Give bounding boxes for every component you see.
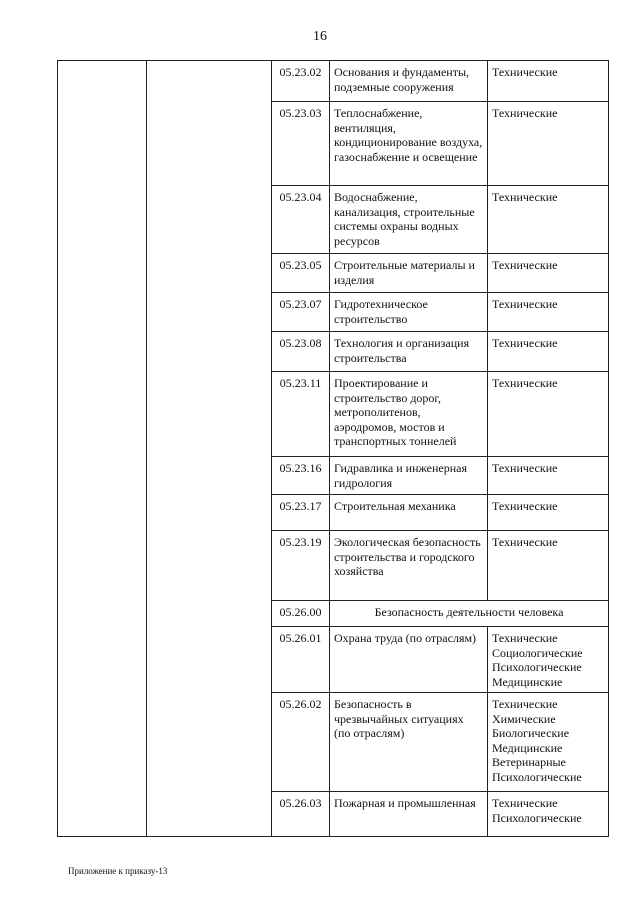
specialty-name: Технология и организация строительства — [330, 332, 488, 372]
document-footer: Приложение к приказу-13 — [68, 866, 168, 876]
science-branches: Технические — [488, 372, 609, 457]
specialty-name: Строительная механика — [330, 495, 488, 531]
science-branches: Технические — [488, 102, 609, 186]
specialty-code: 05.23.16 — [272, 457, 330, 495]
specialty-code: 05.23.08 — [272, 332, 330, 372]
science-branches: Технические — [488, 293, 609, 332]
specialty-name: Основания и фундаменты, подземные сооружения — [330, 61, 488, 102]
blank-column-1 — [58, 61, 147, 837]
science-branches: Технические Социологические Психологические Медицинские — [488, 627, 609, 693]
blank-column-2 — [147, 61, 272, 837]
specialties-table — [57, 60, 609, 837]
specialty-code: 05.23.05 — [272, 254, 330, 293]
science-branches: Технические — [488, 254, 609, 293]
specialty-code: 05.23.19 — [272, 531, 330, 601]
specialty-name: Охрана труда (по отраслям) — [330, 627, 488, 693]
science-branches: Технические — [488, 186, 609, 254]
science-branches: Технические — [488, 495, 609, 531]
specialty-name: Экологическая безопасность строительства и городского хозяйства — [330, 531, 488, 601]
specialty-name: Строительные материалы и изделия — [330, 254, 488, 293]
science-branches: Технические — [488, 457, 609, 495]
specialty-code: 05.23.07 — [272, 293, 330, 332]
specialty-name: Пожарная и промышленная — [330, 792, 488, 837]
specialty-name: Водоснабжение, канализация, строительные системы охраны водных ресурсов — [330, 186, 488, 254]
specialty-name: Гидравлика и инженерная гидрология — [330, 457, 488, 495]
specialty-code: 05.26.02 — [272, 693, 330, 792]
page-number: 16 — [313, 29, 327, 44]
specialty-code: 05.23.17 — [272, 495, 330, 531]
section-code: 05.26.00 — [272, 601, 330, 627]
specialty-code: 05.23.11 — [272, 372, 330, 457]
specialty-code: 05.23.04 — [272, 186, 330, 254]
science-branches: Технические Психологические — [488, 792, 609, 837]
specialty-code: 05.23.03 — [272, 102, 330, 186]
science-branches: Технические — [488, 332, 609, 372]
specialty-code: 05.26.03 — [272, 792, 330, 837]
specialty-code: 05.23.02 — [272, 61, 330, 102]
specialty-name: Гидротехническое строительство — [330, 293, 488, 332]
science-branches: Технические — [488, 531, 609, 601]
science-branches: Технические Химические Биологические Медицинские Ветеринарные Психологические — [488, 693, 609, 792]
specialty-name: Проектирование и строительство дорог, метрополитенов, аэродромов, мостов и транспортных тоннелей — [330, 372, 488, 457]
specialty-name: Безопасность в чрезвычайных ситуациях (по отраслям) — [330, 693, 488, 792]
specialty-name: Теплоснабжение, вентиляция, кондиционирование воздуха, газоснабжение и освещение — [330, 102, 488, 186]
science-branches: Технические — [488, 61, 609, 102]
table-row — [58, 61, 609, 102]
section-title: Безопасность деятельности человека — [330, 601, 609, 627]
specialty-code: 05.26.01 — [272, 627, 330, 693]
